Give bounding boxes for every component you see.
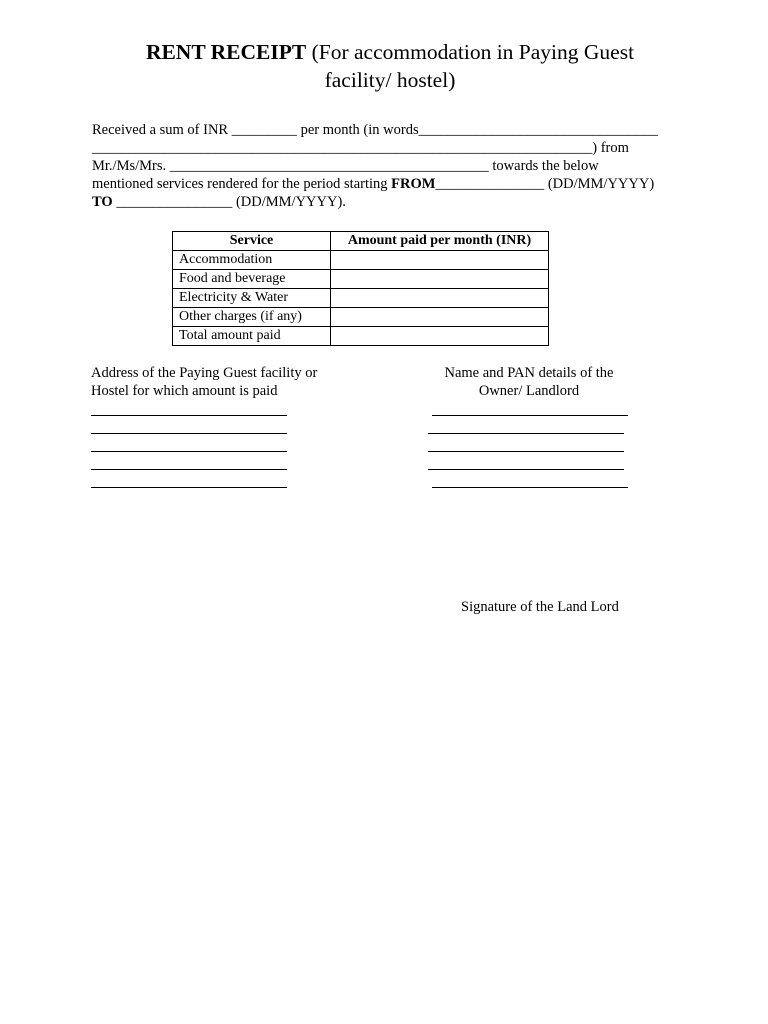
document-title (110, 38, 670, 94)
amount-cell[interactable] (331, 270, 549, 289)
owner-heading-line-1: Name and PAN details of the (444, 365, 614, 381)
lede-line-5-post: ________________ (DD/MM/YYYY). (112, 194, 346, 210)
amount-column-header: Amount paid per month (INR) (331, 232, 549, 251)
lede-line-5 (92, 193, 346, 211)
amount-cell[interactable] (331, 308, 549, 327)
lede-line-4-pre: mentioned services rendered for the period starting (92, 176, 392, 192)
from-label: FROM (391, 176, 436, 192)
address-blank-line[interactable] (91, 415, 287, 416)
signature-label: Signature of the Land Lord (461, 599, 619, 615)
owner-blank-line[interactable] (428, 469, 624, 470)
owner-blank-line[interactable] (432, 487, 628, 488)
address-blank-line[interactable] (91, 451, 287, 452)
address-blank-line[interactable] (91, 487, 287, 488)
service-name-cell: Accommodation (173, 251, 331, 270)
service-column-header: Service (173, 232, 331, 251)
table-row (173, 327, 549, 346)
address-heading (91, 364, 351, 400)
table-row (173, 289, 549, 308)
service-name-cell: Food and beverage (173, 270, 331, 289)
lede-line-4-post: _______________ (DD/MM/YYYY) (435, 176, 655, 192)
services-table (172, 231, 549, 346)
service-name-cell: Electricity & Water (173, 289, 331, 308)
owner-heading-line-2: Owner/ Landlord (478, 383, 580, 399)
amount-cell[interactable] (331, 251, 549, 270)
amount-cell[interactable] (331, 327, 549, 346)
address-blank-line[interactable] (91, 469, 287, 470)
amount-cell[interactable] (331, 289, 549, 308)
service-name-cell: Total amount paid (173, 327, 331, 346)
table-row (173, 270, 549, 289)
address-heading-line-2: Hostel for which amount is paid (91, 383, 278, 399)
lede-line-1: Received a sum of INR _________ per month (in words_________________________________ (92, 122, 658, 138)
to-label: TO (92, 194, 113, 210)
title-bold: RENT RECEIPT (145, 40, 307, 64)
address-heading-line-1: Address of the Paying Guest facility or (91, 365, 318, 381)
owner-heading (429, 364, 629, 400)
lede-line-3: Mr./Ms/Mrs. ____________________________________________ towards the below (92, 158, 599, 174)
lede-line-2: _____________________________________________________________________) from (92, 140, 629, 156)
table-row (173, 308, 549, 327)
table-row (173, 251, 549, 270)
services-header-row (173, 232, 549, 251)
owner-blank-line[interactable] (432, 415, 628, 416)
lede-line-4 (92, 175, 654, 193)
owner-blank-line[interactable] (428, 433, 624, 434)
address-blank-line[interactable] (91, 433, 287, 434)
service-name-cell: Other charges (if any) (173, 308, 331, 327)
owner-blank-line[interactable] (428, 451, 624, 452)
title-subtitle: (For accommodation in Paying Guest facility/ hostel) (311, 40, 635, 92)
